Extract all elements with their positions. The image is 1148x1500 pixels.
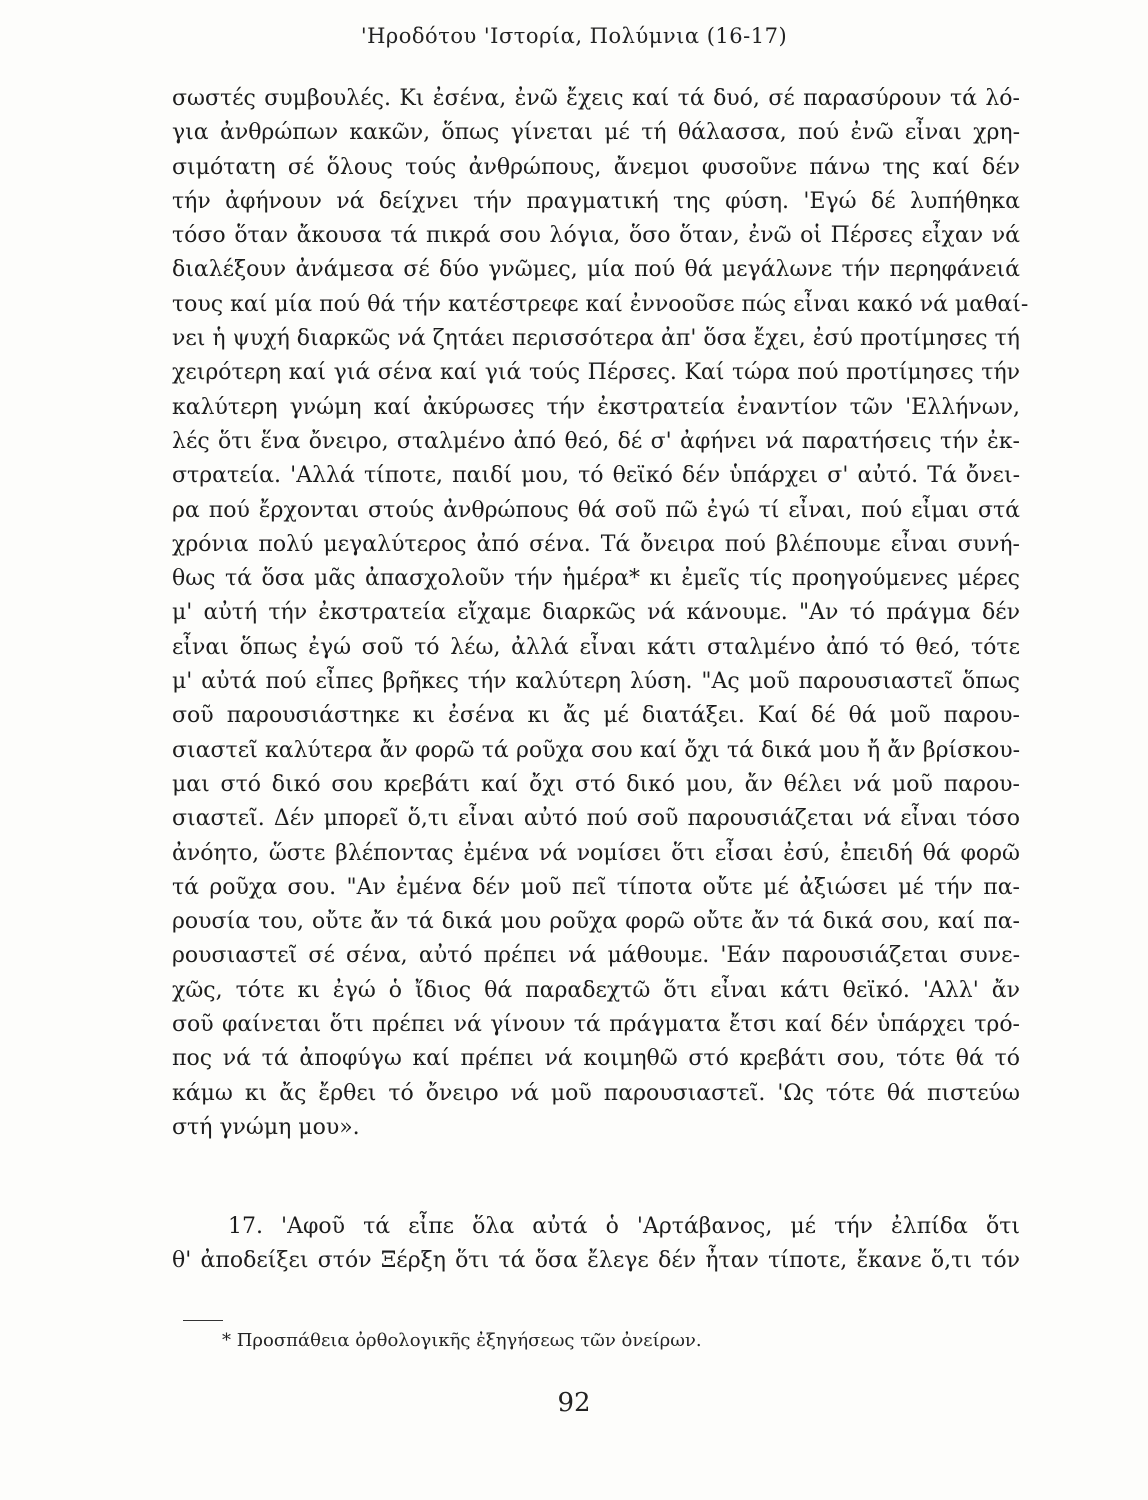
running-head: 'Ηροδότου 'Ιστορία, Πολύμνια (16-17) [360,24,788,48]
text-line: τόσο ὅταν ἄκουσα τά πικρά σου λόγια, ὅσο ὅταν, ἐνῶ οἱ Πέρσες εἶχαν νά [172,223,1020,249]
text-line: σιμότατη σέ ὅλους τούς ἀνθρώπους, ἄνεμοι φυσοῦνε πάνω της καί δέν [172,154,1020,180]
text-line: ἀνόητο, ὥστε βλέποντας ἐμένα νά νομίσει ὅτι εἶσαι ἐσύ, ἐπειδή θά φορῶ [172,840,1020,866]
text-line: θ' ἀποδείξει στόν Ξέρξη ὅτι τά ὅσα ἔλεγε δέν ἦταν τίποτε, ἔκανε ὅ,τι τόν [172,1248,1020,1274]
text-line: εἶναι ὅπως ἐγώ σοῦ τό λέω, ἀλλά εἶναι κάτι σταλμένο ἀπό τό θεό, τότε [172,634,1020,660]
footnote: * Προσπάθεια ὀρθολογικῆς ἐξηγήσεως τῶν ὀνείρων. [222,1330,702,1351]
text-line: στή γνώμη μου». [172,1114,360,1140]
text-line: μαι στό δικό σου κρεβάτι καί ὄχι στό δικό μου, ἄν θέλει νά μοῦ παρου- [172,771,1020,797]
text-line: μ' αὐτή τήν ἐκστρατεία εἴχαμε διαρκῶς νά κάνουμε. "Αν τό πράγμα δέν [172,600,1020,626]
text-line: τους καί μία πού θά τήν κατέστρεφε καί ἐννοοῦσε πώς εἶναι κακό νά μαθαί- [172,291,1029,317]
text-line: νει ἡ ψυχή διαρκῶς νά ζητάει περισσότερα ἀπ' ὅσα ἔχει, ἐσύ προτίμησες τή [172,326,1020,352]
footnote-rule [183,1320,223,1321]
text-line: 17. 'Αφοῦ τά εἶπε ὅλα αὐτά ὁ 'Αρτάβανος, μέ τήν ἐλπίδα ὅτι [228,1214,1020,1239]
text-line: χειρότερη καί γιά σένα καί γιά τούς Πέρσες. Καί τώρα πού προτίμησες τήν [172,360,1020,386]
text-line: σοῦ παρουσιάστηκε κι ἐσένα κι ἄς μέ διατάξει. Καί δέ θά μοῦ παρου- [172,703,1020,729]
text-line: ρα πού ἔρχονται στούς ἀνθρώπους θά σοῦ πῶ ἐγώ τί εἶναι, πού εἶμαι στά [172,497,1020,523]
text-line: μ' αὐτά πού εἶπες βρῆκες τήν καλύτερη λύση. "Ας μοῦ παρουσιαστεῖ ὅπως [172,669,1020,695]
text-line: πος νά τά ἀποφύγω καί πρέπει νά κοιμηθῶ στό κρεβάτι σου, τότε θά τό [172,1046,1020,1072]
text-line: σοῦ φαίνεται ὅτι πρέπει νά γίνουν τά πράγματα ἔτσι καί δέν ὑπάρχει τρό- [172,1012,1020,1038]
text-line: τά ροῦχα σου. "Αν ἐμένα δέν μοῦ πεῖ τίποτα οὔτε μέ ἀξιώσει μέ τήν πα- [172,874,1020,900]
text-line: τήν ἀφήνουν νά δείχνει τήν πραγματική της φύση. 'Εγώ δέ λυπήθηκα [172,188,1020,214]
text-line: σιαστεῖ καλύτερα ἄν φορῶ τά ροῦχα σου καί ὄχι τά δικά μου ἤ ἄν βρίσκου- [172,737,1020,763]
text-line: σιαστεῖ. Δέν μπορεῖ ὅ,τι εἶναι αὐτό πού σοῦ παρουσιάζεται νά εἶναι τόσο [172,806,1020,832]
paragraph-17 [172,1210,1020,1279]
paragraph-16 [172,82,1029,1145]
text-line: χῶς, τότε κι ἐγώ ὁ ἴδιος θά παραδεχτῶ ὅτι εἶναι κάτι θεϊκό. 'Αλλ' ἄν [172,977,1020,1003]
text-line: θως τά ὅσα μᾶς ἀπασχολοῦν τήν ἡμέρα* κι ἐμεῖς τίς προηγούμενες μέρες [172,566,1020,592]
text-line: καλύτερη γνώμη καί ἀκύρωσες τήν ἐκστρατεία ἐναντίον τῶν 'Ελλήνων, [172,394,1020,420]
text-line: χρόνια πολύ μεγαλύτερος ἀπό σένα. Τά ὄνειρα πού βλέπουμε εἶναι συνή- [172,531,1020,557]
text-line: ρουσία του, οὔτε ἄν τά δικά μου ροῦχα φορῶ οὔτε ἄν τά δικά σου, καί πα- [172,909,1020,935]
text-line: κάμω κι ἄς ἔρθει τό ὄνειρο νά μοῦ παρουσιαστεῖ. 'Ως τότε θά πιστεύω [172,1080,1020,1106]
text-line: για ἀνθρώπων κακῶν, ὅπως γίνεται μέ τή θάλασσα, πού ἐνῶ εἶναι χρη- [172,120,1020,146]
page-number: 92 [557,1388,591,1418]
text-line: στρατεία. 'Αλλά τίποτε, παιδί μου, τό θεϊκό δέν ὑπάρχει σ' αὐτό. Τά ὄνει- [172,463,1020,489]
text-line: σωστές συμβουλές. Κι ἐσένα, ἐνῶ ἔχεις καί τά δυό, σέ παρασύρουν τά λό- [172,86,1020,111]
text-line: ρουσιαστεῖ σέ σένα, αὐτό πρέπει νά μάθουμε. 'Εάν παρουσιάζεται συνε- [172,943,1020,969]
text-line: διαλέξουν ἀνάμεσα σέ δύο γνῶμες, μία πού θά μεγάλωνε τήν περηφάνειά [172,257,1020,283]
text-line: λές ὅτι ἕνα ὄνειρο, σταλμένο ἀπό θεό, δέ σ' ἀφήνει νά παρατήσεις τήν ἐκ- [172,428,1020,454]
